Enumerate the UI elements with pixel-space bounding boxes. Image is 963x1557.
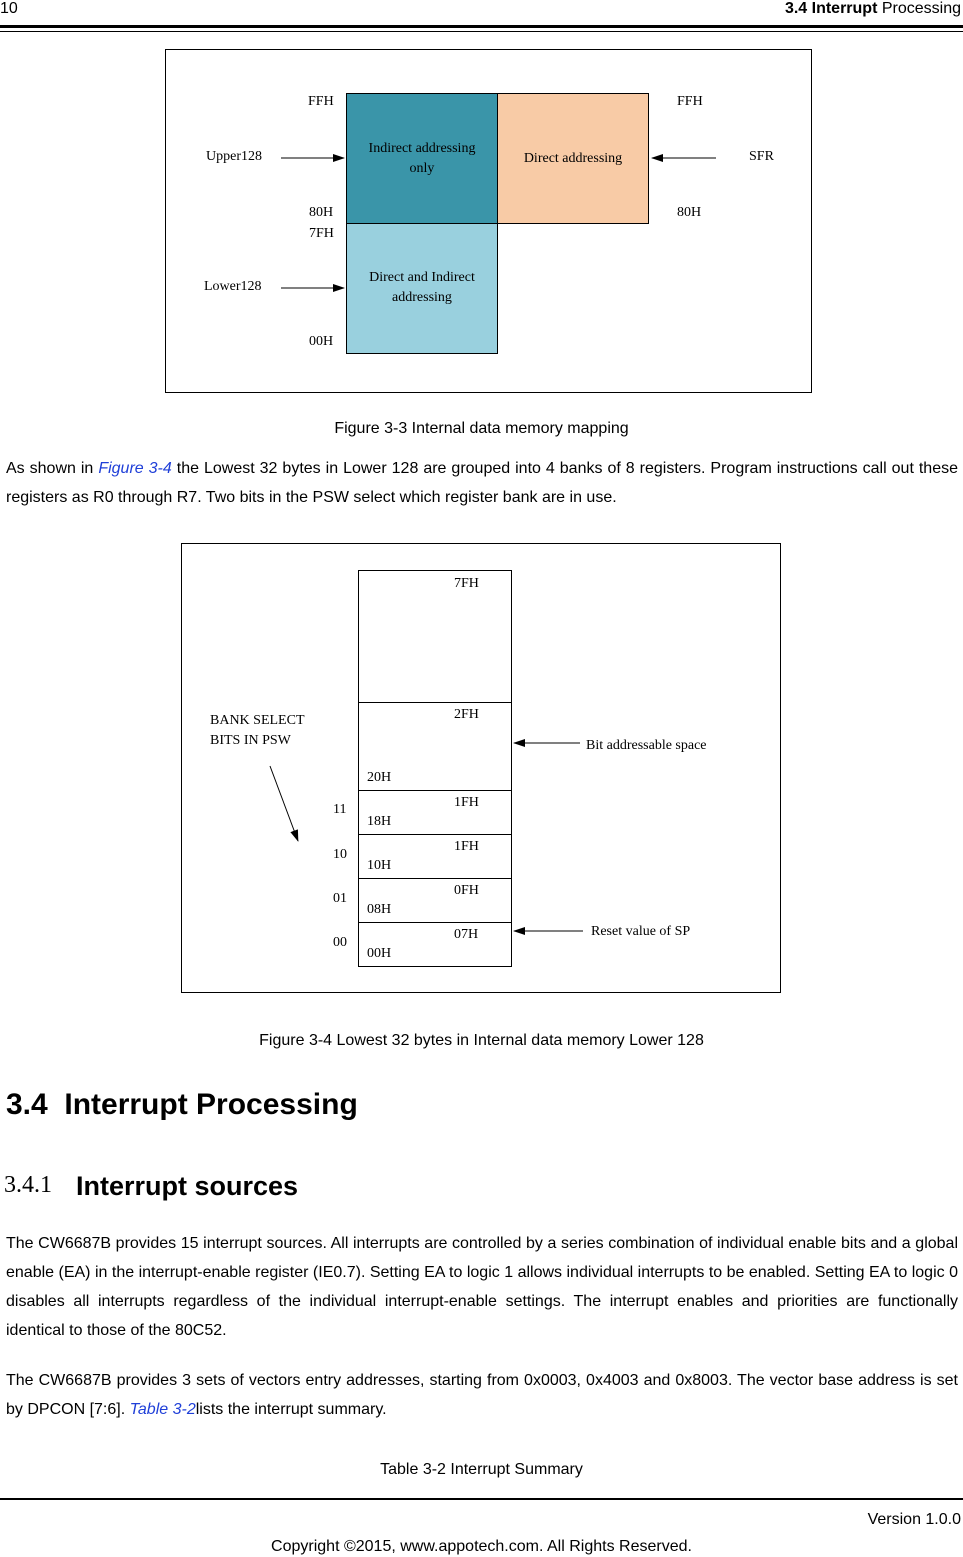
select-00-label: 00 [333,935,347,950]
select-11-label: 11 [333,802,347,817]
bank1-bottom-label: 08H [367,902,392,917]
running-header-bold: 3.4 Interrupt [784,0,878,17]
upper-ffh-label: FFH [308,94,334,109]
direct-indirect-label: Direct and Indirect addressing [369,270,475,305]
running-header [785,0,961,18]
reset-sp-label: Reset value of SP [591,924,691,939]
lower-00h-label: 00H [309,334,334,349]
header-rule-thick [0,25,963,28]
table-3-2-link[interactable]: Table 3-2 [129,1401,196,1418]
page-number: 10 [0,0,18,17]
subsection-title: Interrupt sources [76,1171,299,1201]
bank3-top-label: 1FH [454,795,479,810]
bank0-top-label: 07H [454,927,479,942]
bank-select-label-line2: BITS IN PSW [210,733,291,748]
figure-3-4-link[interactable]: Figure 3-4 [98,460,172,477]
figure-3-3 [165,49,812,393]
select-01-label: 01 [333,891,347,906]
subsection-number: 3.4.1 [4,1172,52,1198]
upper128-label: Upper128 [206,149,262,164]
paragraph-banks [6,454,958,512]
bit-20h-label: 20H [367,770,392,785]
bank2-top-label: 1FH [454,839,479,854]
header-rule-thin [0,31,963,32]
top-7fh-label: 7FH [454,576,479,591]
footer-rule [0,1498,963,1500]
indirect-addressing-label: Indirect addressing only [368,140,476,176]
upper-80h-label: 80H [309,205,334,220]
version-label: Version 1.0.0 [867,1511,961,1528]
figure-3-4-caption: Figure 3-4 Lowest 32 bytes in Internal data memory Lower 128 [259,1032,704,1049]
paragraph-banks-post: the Lowest 32 bytes in Lower 128 are grouped into 4 banks of 8 registers. Program instructions call out these registers as R0 through R7. Two bits in the PSW select which register bank are in use. [6,460,959,506]
paragraph-interrupt-sources: The CW6687B provides 15 interrupt sources. All interrupts are controlled by a series combination of individual enable bits and a global enable (EA) in the interrupt-enable register (IE0.7). Setting EA to logic 1 allows individual interrupts to be enabled. Setting EA to logic 0 disables all interrupts regardless of the individual interrupt-enable settings. The interrupt enables and priorities are functionally identical to those of the 80C52. [6,1235,958,1339]
bank-select-label-line1: BANK SELECT [210,713,305,728]
figure-3-4-arrows [182,544,780,992]
sfr-80h-label: 80H [677,205,702,220]
copyright-notice: Copyright ©2015, www.appotech.com. All Rights Reserved. [271,1538,692,1555]
bank3-bottom-label: 18H [367,814,392,829]
figure-3-3-arrows [166,50,811,392]
bank1-top-label: 0FH [454,883,479,898]
sfr-label: SFR [749,149,774,164]
table-3-2-caption: Table 3-2 Interrupt Summary [380,1461,583,1478]
direct-addressing-label: Direct addressing [523,150,623,166]
lower128-label: Lower128 [204,279,262,294]
figure-3-4 [181,543,781,993]
bank2-bottom-label: 10H [367,858,392,873]
figure-3-3-caption: Figure 3-3 Internal data memory mapping [334,420,629,437]
paragraph-banks-pre: As shown in [6,460,99,477]
running-header-rest: Processing [877,0,961,17]
paragraph-vectors [6,1366,958,1424]
paragraph-vectors-pre: The CW6687B provides 3 sets of vectors entry addresses, starting from 0x0003, 0x4003 and 0x8003. The vector base address is set by DPCON [7:6]. [6,1372,958,1418]
paragraph-vectors-post: lists the interrupt summary. [195,1401,387,1418]
section-heading: 3.4 Interrupt Processing [6,1088,358,1121]
bit-2fh-label: 2FH [454,707,479,722]
bank0-bottom-label: 00H [367,946,392,961]
sfr-ffh-label: FFH [677,94,703,109]
bank-select-arrow [270,766,298,841]
bit-addressable-label: Bit addressable space [586,738,707,753]
lower-7fh-label: 7FH [309,226,334,241]
select-10-label: 10 [333,847,347,862]
